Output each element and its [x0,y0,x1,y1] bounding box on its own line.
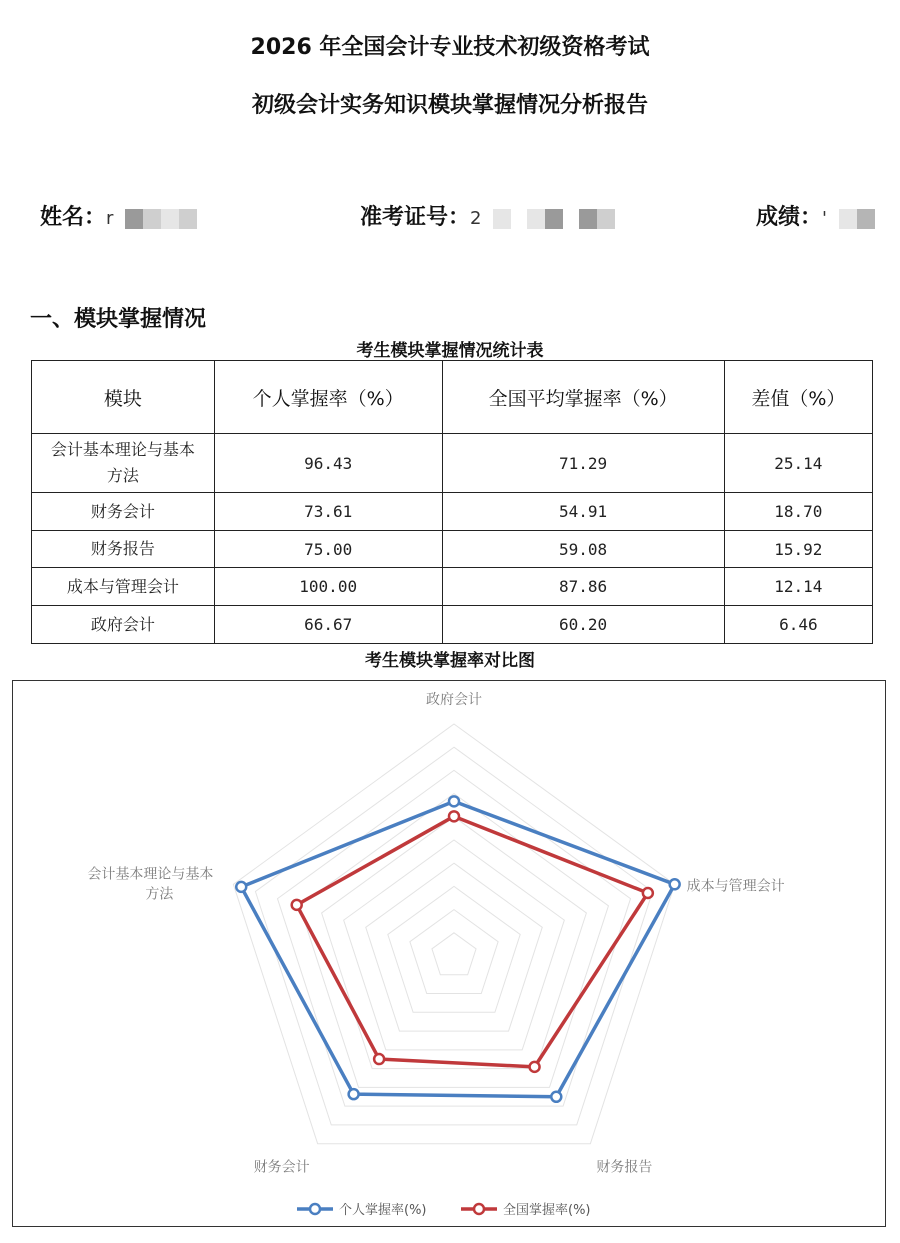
data-point [530,1062,540,1072]
cell-national: 60.20 [442,606,724,644]
cell-diff: 25.14 [724,434,872,493]
grid-ring [300,794,609,1088]
data-point [374,1054,384,1064]
cell-module: 成本与管理会计 [32,568,215,606]
report-title-line2: 初级会计实务知识模块掌握情况分析报告 [251,93,648,118]
score-value: ' [822,208,827,229]
data-point [292,900,302,910]
cell-module: 财务报告 [32,531,215,568]
axis-label [426,691,482,708]
redacted-exam-id-mask [493,206,615,231]
grid-ring [432,933,476,975]
data-point [349,1089,359,1099]
cell-national: 71.29 [442,434,724,493]
cell-module: 政府会计 [32,606,215,644]
data-point [449,796,459,806]
report-title-line1: 2026 年全国会计专业技术初级资格考试 [250,35,650,60]
table-row [32,434,873,493]
candidate-exam-id [360,200,615,231]
axis-label [87,865,213,902]
chart-caption: 考生模块掌握率对比图 [365,651,535,671]
col-header-personal: 个人掌握率（%） [214,361,442,434]
grid-ring [344,840,565,1050]
candidate-score [756,200,875,231]
data-point [670,879,680,889]
data-point [449,811,459,821]
table-row [32,606,873,644]
axis-label-line: 财务报告 [596,1159,653,1176]
score-label: 成绩： [756,205,823,230]
data-point [236,882,246,892]
table-caption: 考生模块掌握情况统计表 [356,341,544,361]
legend-label: 个人掌握率(%) [339,1203,427,1218]
cell-personal: 75.00 [214,531,442,568]
cell-national: 54.91 [442,493,724,531]
cell-diff: 15.92 [724,531,872,568]
cell-diff: 18.70 [724,493,872,531]
cell-personal: 66.67 [214,606,442,644]
col-header-module: 模块 [32,361,215,434]
name-label: 姓名： [40,205,107,230]
cell-diff: 6.46 [724,606,872,644]
axis-label-line: 财务会计 [253,1159,310,1176]
grid-ring [233,724,674,1144]
radar-chart-frame [12,680,886,1227]
legend-label: 全国掌握率(%) [503,1203,591,1218]
stats-table [31,360,873,644]
cell-module: 财务会计 [32,493,215,531]
axis-label [687,877,785,894]
col-header-diff: 差值（%） [724,361,872,434]
table-row [32,568,873,606]
axis-label-line: 方法 [145,886,174,903]
col-header-national: 全国平均掌握率（%） [442,361,724,434]
axis-label-line: 成本与管理会计 [686,878,785,895]
candidate-name [40,200,197,231]
axis-label-line: 会计基本理论与基本 [87,866,214,883]
exam-id-value: 2 [470,208,482,229]
data-point [551,1092,561,1102]
table-header-row [32,361,873,434]
cell-personal: 96.43 [214,434,442,493]
axis-label-line: 政府会计 [426,692,482,708]
redacted-score-mask [839,206,875,231]
table-row [32,531,873,568]
exam-id-label: 准考证号： [360,205,471,230]
grid-ring [410,910,498,994]
legend-swatch-marker [474,1204,484,1214]
name-value: r [106,208,114,229]
cell-diff: 12.14 [724,568,872,606]
cell-personal: 100.00 [214,568,442,606]
redacted-name-mask [125,206,197,231]
table-row [32,493,873,531]
axis-label [254,1159,310,1176]
legend-swatch-marker [310,1204,320,1214]
axis-label [596,1159,652,1176]
section-heading: 一、模块掌握情况 [30,307,207,332]
data-point [643,888,653,898]
cell-personal: 73.61 [214,493,442,531]
cell-national: 59.08 [442,531,724,568]
cell-module: 会计基本理论与基本方法 [32,434,215,493]
radar-chart [13,681,884,1225]
cell-national: 87.86 [442,568,724,606]
